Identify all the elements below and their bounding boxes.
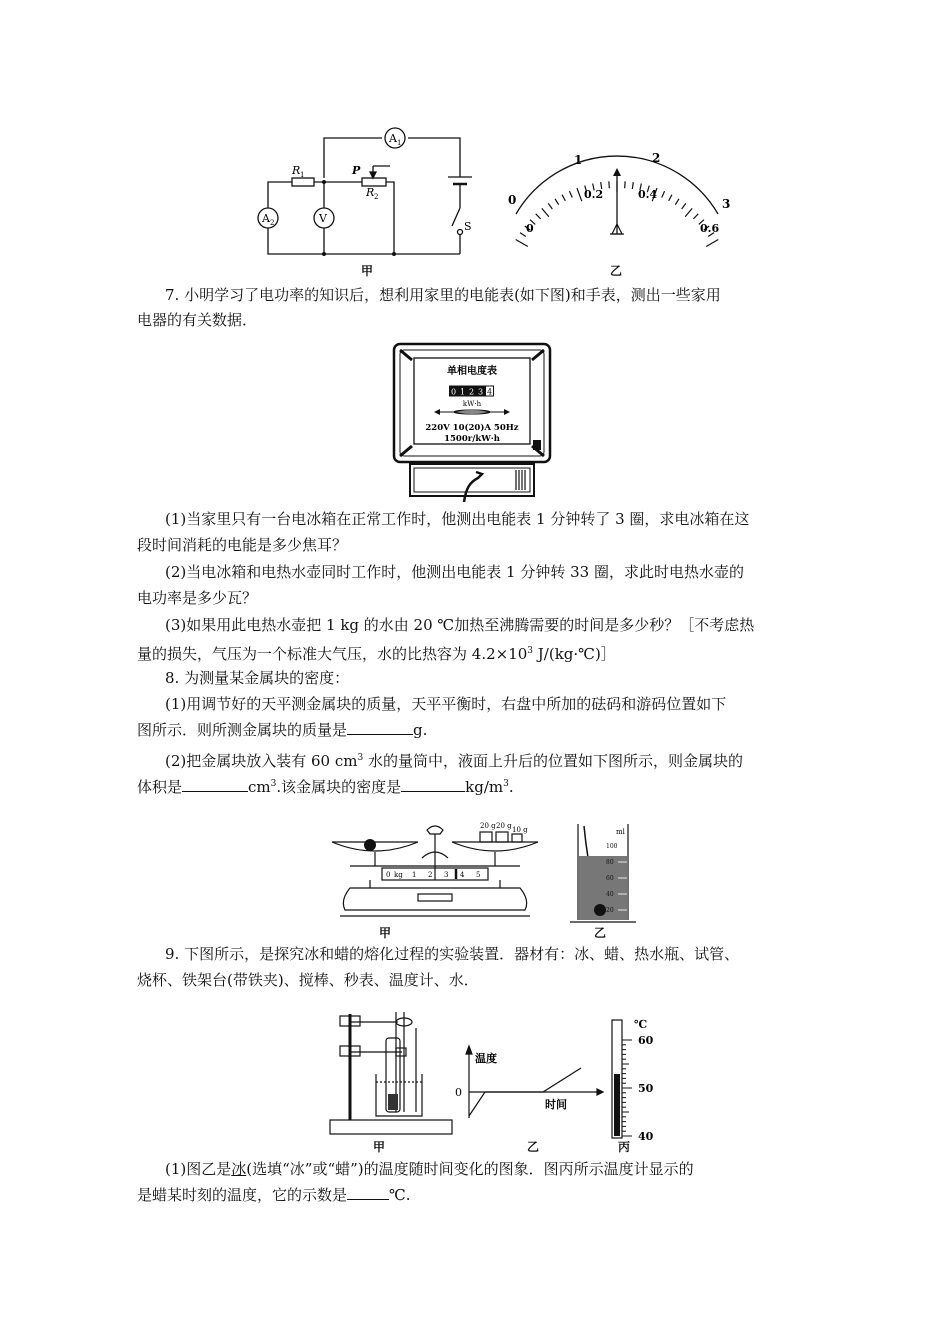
rider-scale-label: 0 xyxy=(386,871,391,879)
electricity-meter xyxy=(392,342,552,504)
cylinder-tick-label: 100 xyxy=(606,843,618,850)
q7-part1-cont: 段时间消耗的电能是多少焦耳？ xyxy=(137,536,348,554)
thermo-tick-label: 40 xyxy=(638,1130,654,1142)
digit-value: 4 xyxy=(486,387,493,397)
graph-ylabel: 温度 xyxy=(475,1052,497,1065)
q9-part1: (1)图乙是冰(选填“冰”或“蜡”)的温度随时间变化的图象．图丙所示温度计显示的 xyxy=(165,1160,694,1178)
digit-value: 0 xyxy=(450,387,457,397)
svg-text:1: 1 xyxy=(300,171,305,179)
cylinder-unit: ml xyxy=(616,828,625,836)
thermometer xyxy=(604,1012,664,1142)
weight-3: 10 g xyxy=(512,826,528,834)
dial-upper-label: 2 xyxy=(652,151,661,165)
dial-tick xyxy=(682,203,686,209)
dial-lower-label: 0.2 xyxy=(584,188,604,201)
dial-tick xyxy=(542,208,549,216)
dial-lower-label: 0.6 xyxy=(700,222,720,235)
slider-p-label: P xyxy=(352,164,361,177)
dial-tick xyxy=(536,214,541,219)
q8-intro: 8. 为测量某金属块的密度： xyxy=(165,669,350,687)
filled-answer: 冰 xyxy=(231,1160,247,1178)
figure-caption-yi: 乙 xyxy=(527,1140,540,1154)
q7-intro-cont: 电器的有关数据． xyxy=(137,311,258,329)
meter-unit: kW·h xyxy=(462,400,482,408)
dial-tick xyxy=(675,199,679,205)
dial-upper-label: 3 xyxy=(722,197,731,211)
q7-intro: 7. 小明学习了电功率的知识后，想利用家里的电能表(如下图)和手表，测出一些家用 xyxy=(165,286,721,304)
balance-figure xyxy=(330,818,540,926)
dial-tick xyxy=(516,240,528,247)
r1-label: R xyxy=(292,164,301,177)
cylinder-tick-label: 20 xyxy=(606,907,614,914)
figure-caption-jia: 甲 xyxy=(361,264,374,278)
graph-xlabel: 时间 xyxy=(545,1098,567,1111)
dial-tick xyxy=(632,182,633,189)
cylinder-tick-label: 60 xyxy=(606,875,614,882)
ammeter-a2-label: A xyxy=(262,212,270,225)
figure-caption-yi: 乙 xyxy=(610,264,623,278)
graph-origin: 0 xyxy=(455,1086,462,1099)
dial-tick xyxy=(662,191,665,197)
melting-apparatus xyxy=(326,1008,456,1140)
q8-part2-cont: 体积是 $cm^3$.该金属块的密度是 $kg/m^3$. xyxy=(137,778,514,796)
digit-value: 1 xyxy=(459,387,466,397)
meter-spec-rev: 1500r/kW·h xyxy=(444,434,500,444)
answer-blank[interactable] xyxy=(347,720,413,735)
figure-caption-jia: 甲 xyxy=(373,1140,386,1154)
weight-1: 20 g xyxy=(480,822,496,830)
meter-title: 单相电度表 xyxy=(447,366,497,377)
q8-part1: (1)用调节好的天平测金属块的质量，天平平衡时，右盘中所加的砝码和游码位置如下 xyxy=(165,695,727,713)
measuring-cylinder xyxy=(568,818,648,928)
dial-tick xyxy=(569,191,572,197)
q9-intro: 9. 下图所示，是探究冰和蜡的熔化过程的实验装置．器材有：冰、蜡、热水瓶、试管、 xyxy=(165,945,740,963)
dial-tick xyxy=(577,188,582,201)
q7-part2-cont: 电功率是多少瓦？ xyxy=(137,589,258,607)
q9-intro-cont: 烧杯、铁架台(带铁夹)、搅棒、秒表、温度计、水． xyxy=(137,971,479,989)
dial-tick xyxy=(685,208,692,216)
cylinder-tick-label: 80 xyxy=(606,859,614,866)
figure-caption-yi: 乙 xyxy=(594,926,607,940)
q8-part2: (2)把金属块放入装有 60 $cm^3$ 水的量筒中，液面上升后的位置如下图所示，则金属块的 xyxy=(165,752,744,770)
rider-scale-label: 3 xyxy=(444,871,449,879)
q7-part3: (3)如果用此电热水壶把 1 kg 的水由 20 ℃加热至沸腾需要的时间是多少秒？［不考虑热 xyxy=(165,616,755,634)
rider-scale-label: kg xyxy=(394,871,403,879)
r2-label: R xyxy=(366,186,375,199)
dial-tick xyxy=(693,214,698,219)
meter-spec-voltage: 220V 10(20)A 50Hz xyxy=(425,423,519,433)
dial-tick xyxy=(520,233,526,237)
q7-part1: (1)当家里只有一台电冰箱在正常工作时，他测出电能表 1 分钟转了 3 圈，求电冰箱在这 xyxy=(165,510,750,528)
thermo-tick-label: 60 xyxy=(638,1034,654,1047)
thermo-tick-label: 50 xyxy=(638,1082,654,1095)
ammeter-a1-label: A xyxy=(389,132,397,145)
svg-text:2: 2 xyxy=(374,193,379,201)
thermo-unit: ℃ xyxy=(634,1018,648,1031)
answer-blank[interactable] xyxy=(401,777,465,792)
rider-scale-label: 1 xyxy=(412,871,417,879)
switch-label: S xyxy=(464,220,472,233)
dial-tick xyxy=(669,195,672,201)
digit-value: 3 xyxy=(477,387,484,397)
dial-upper-label: 1 xyxy=(574,153,583,167)
answer-blank[interactable] xyxy=(182,777,248,792)
dial-tick xyxy=(562,195,565,201)
rider-scale-label: 4 xyxy=(460,871,465,879)
meter-dial xyxy=(500,148,740,258)
rider-scale-label: 2 xyxy=(428,871,433,879)
answer-blank[interactable] xyxy=(347,1185,389,1200)
rider-scale-label: 5 xyxy=(476,871,481,879)
q7-part2: (2)当电冰箱和电热水壶同时工作时，他测出电能表 1 分钟转 33 圈，求此时电热水壶的 xyxy=(165,563,744,581)
figure-caption-bing: 丙 xyxy=(618,1140,631,1154)
q7-part3-cont: 量的损失，气压为一个标准大气压，水的比热容为 $4.2\times 10^3$ J/(kg·℃)］ xyxy=(137,645,616,663)
temperature-time-graph xyxy=(455,1040,605,1120)
weight-2: 20 g xyxy=(496,822,512,830)
svg-text:1: 1 xyxy=(397,139,402,147)
dial-tick xyxy=(548,203,552,209)
voltmeter-label: V xyxy=(319,212,327,225)
dial-lower-label: 0.4 xyxy=(638,188,658,201)
svg-text:2: 2 xyxy=(270,219,275,227)
q9-part1-cont: 是蜡某时刻的温度，它的示数是 ℃. xyxy=(137,1186,411,1204)
figure-caption-jia: 甲 xyxy=(379,926,392,940)
dial-tick xyxy=(706,240,718,247)
q8-part1-cont: 图所示．则所测金属块的质量是 g. xyxy=(137,721,428,739)
circuit-diagram xyxy=(252,122,482,262)
cylinder-tick-label: 40 xyxy=(606,891,614,898)
dial-upper-label: 0 xyxy=(508,193,517,207)
dial-tick xyxy=(555,199,559,205)
digit-value: 2 xyxy=(468,387,475,397)
dial-lower-label: 0 xyxy=(526,222,534,235)
